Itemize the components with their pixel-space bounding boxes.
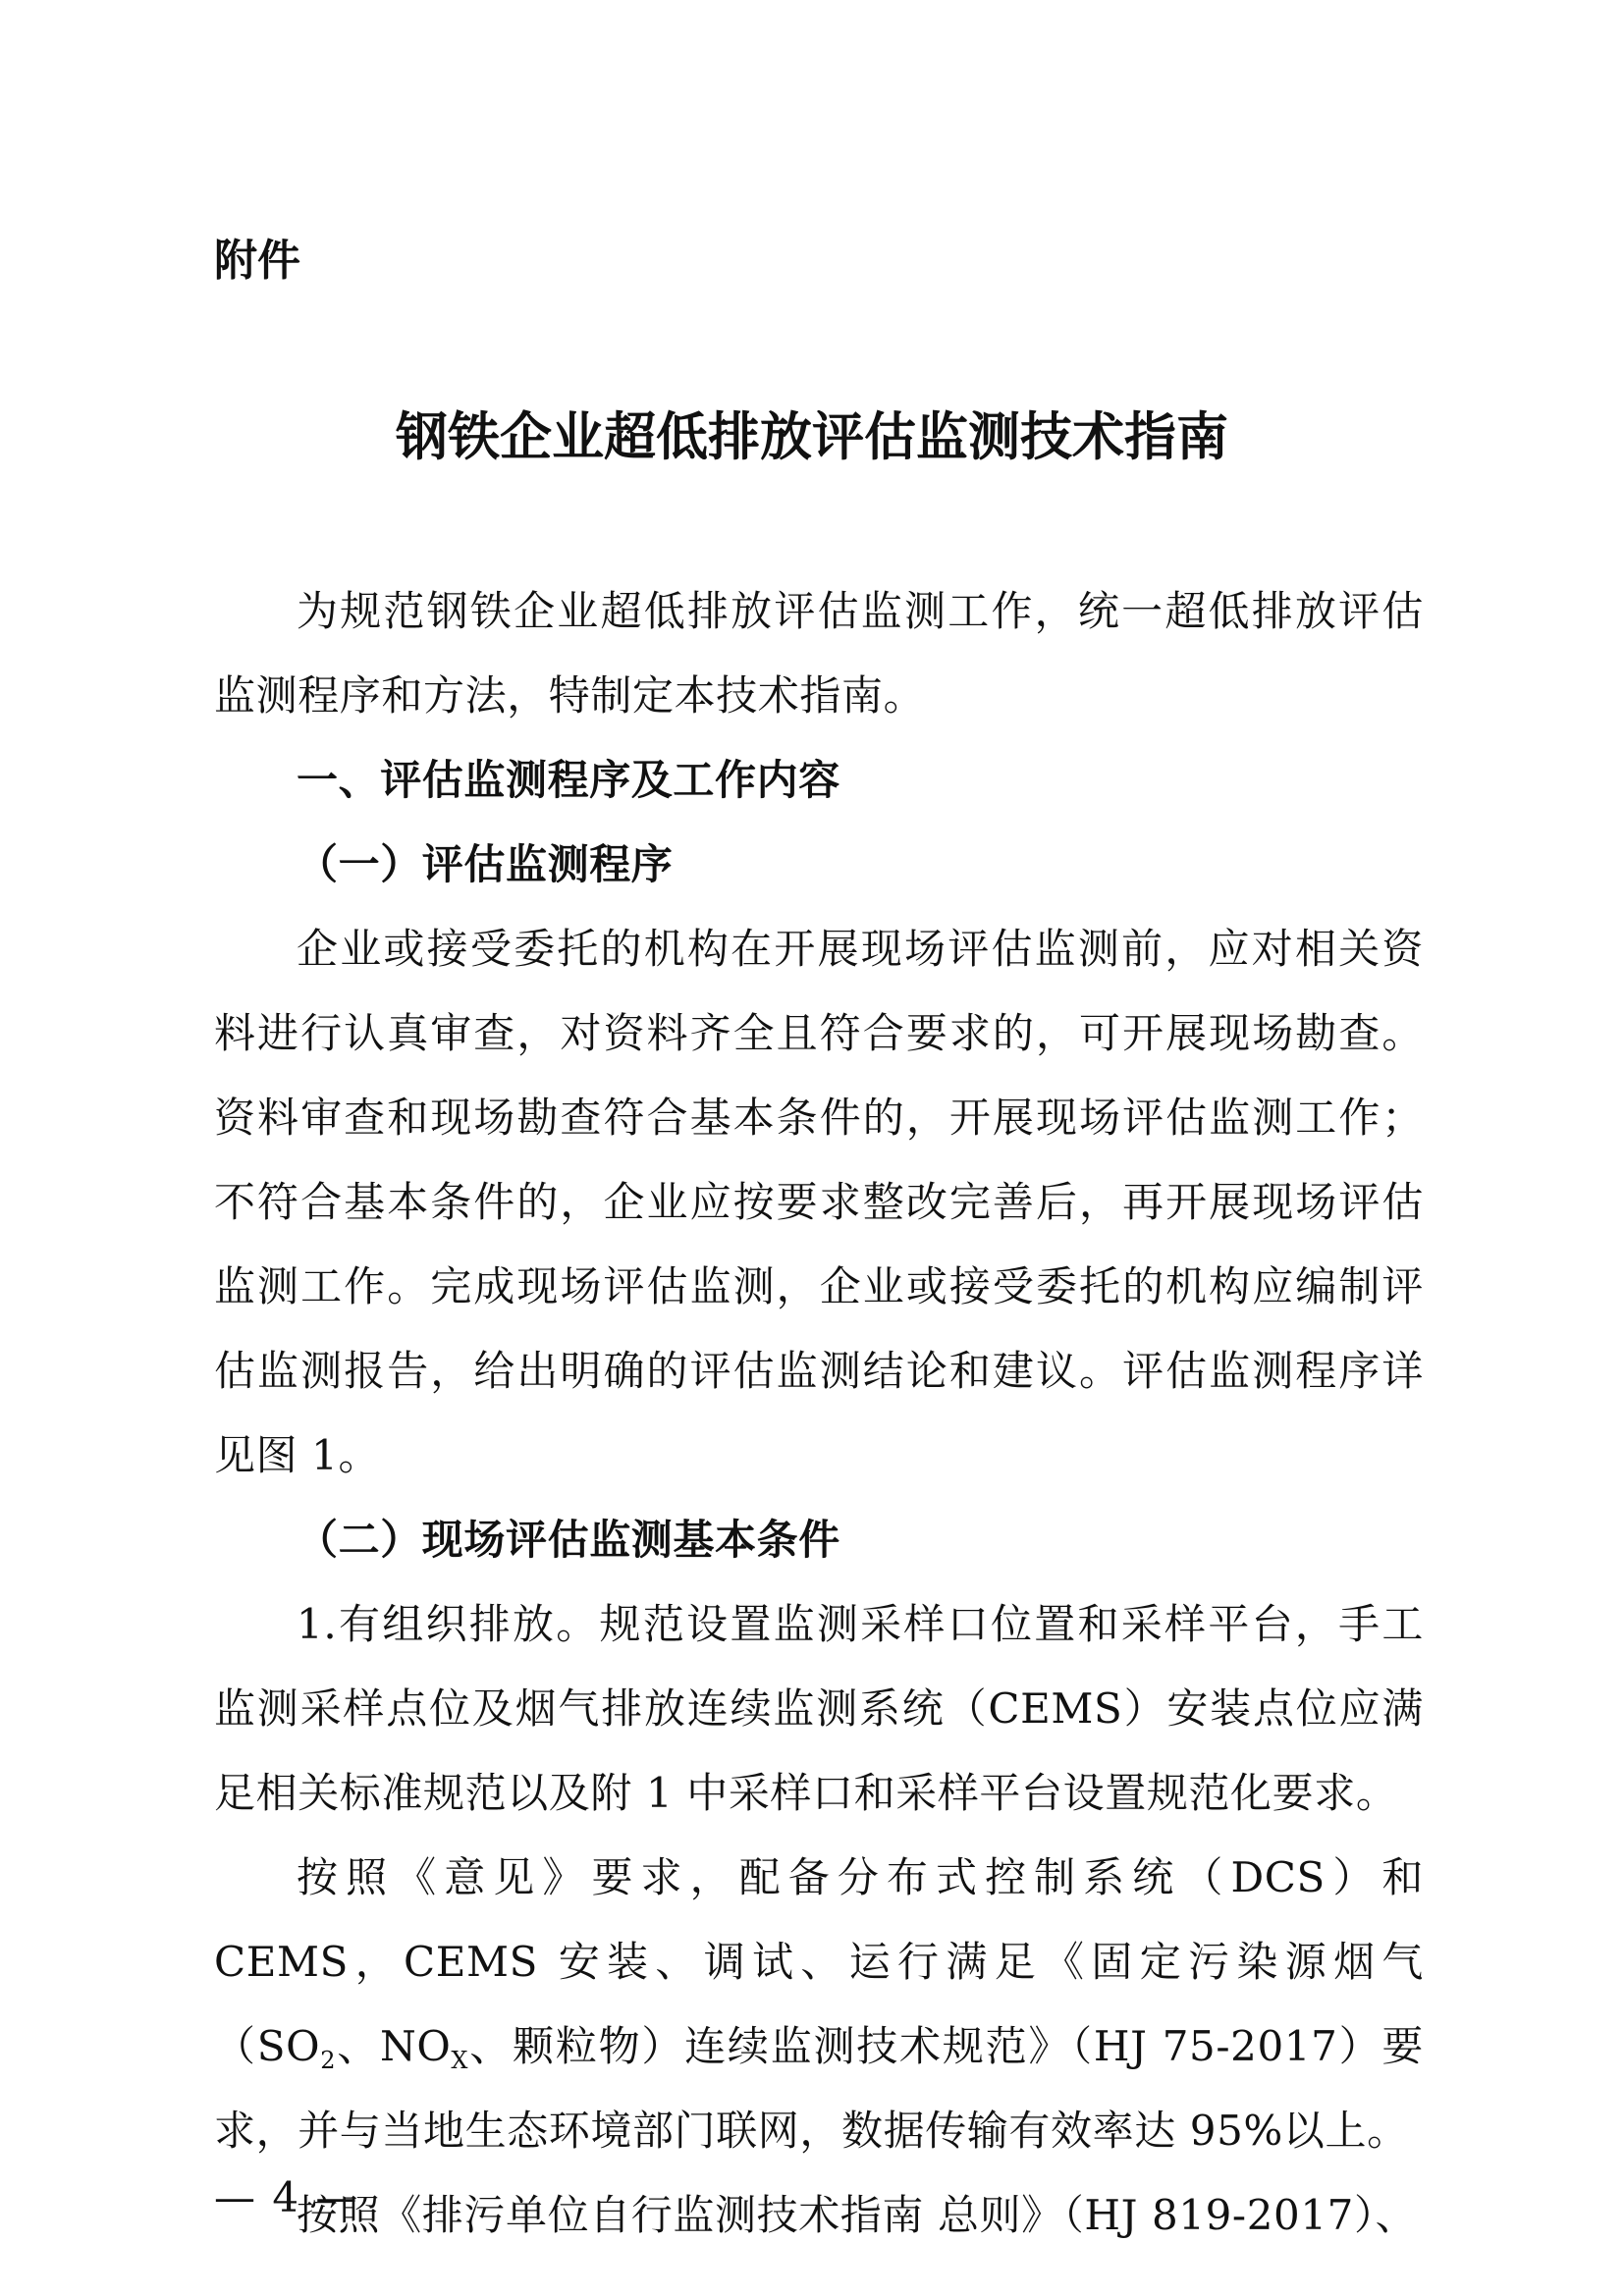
cems-paragraph (214, 1836, 1424, 2173)
subsection-heading-2: （二）现场评估监测基本条件 (297, 1516, 840, 1564)
subscript-so2: 2 (320, 2047, 337, 2074)
section-heading-1: 一、评估监测程序及工作内容 (297, 756, 840, 804)
self-monitoring-paragraph: 按照《排污单位自行监测技术指南 总则》（HJ 819-2017）、 (297, 2191, 1418, 2239)
subsection-heading-1: （一）评估监测程序 (297, 840, 674, 888)
document-body (214, 569, 1424, 2258)
attachment-label: 附件 (214, 236, 300, 286)
procedure-paragraph: 企业或接受委托的机构在开展现场评估监测前，应对相关资料进行认真审查，对资料齐全且符合要求的，可开展现场勘查。资料审查和现场勘查符合基本条件的，开展现场评估监测工作；不符合基本条件的，企业应按要求整改完善后，再开展现场评估监测工作。完成现场评估监测，企业或接受委托的机构应编制评估监测报告，给出明确的评估监测结论和建议。评估监测程序详见图 1。 (214, 925, 1424, 1479)
cems-text-part3: 、颗粒物）连续监测技术规范》（HJ 75-2017）要求，并与当地生态环境部门联网，数据传输有效率达 95%以上。 (214, 2022, 1424, 2155)
intro-paragraph: 为规范钢铁企业超低排放评估监测工作，统一超低排放评估监测程序和方法，特制定本技术指南。 (214, 587, 1424, 720)
cems-text-part2: 、NO (336, 2022, 452, 2070)
document-title: 钢铁企业超低排放评估监测技术指南 (396, 407, 1228, 467)
cems-text-part1: 按照《意见》要求，配备分布式控制系统（DCS）和 CEMS，CEMS 安装、调试、运行满足《固定污染源烟气（SO (214, 1853, 1424, 2070)
subscript-nox: X (451, 2047, 469, 2074)
page-number: — 4 — (214, 2173, 359, 2221)
organized-emission-paragraph: 1.有组织排放。规范设置监测采样口位置和采样平台，手工监测采样点位及烟气排放连续监测系统（CEMS）安装点位应满足相关标准规范以及附 1 中采样口和采样平台设置规范化要求。 (214, 1600, 1424, 1817)
